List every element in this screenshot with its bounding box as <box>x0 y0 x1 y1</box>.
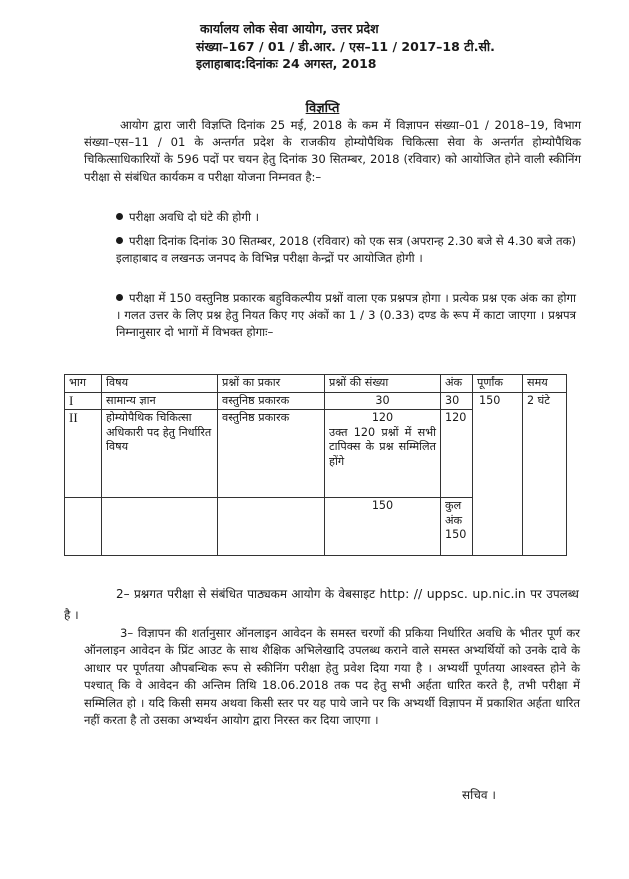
table-row <box>65 392 567 410</box>
exam-scheme-table <box>64 374 567 556</box>
cell-empty <box>65 498 102 556</box>
reference-number: संख्या–167 / 01 / डी.आर. / एस–11 / 2017–18 टी.सी. <box>196 38 495 54</box>
cell-count-group <box>325 410 441 498</box>
bullet-item <box>116 290 576 342</box>
header-subject: विषय <box>102 375 218 393</box>
cell-marks: कुल अंक 150 <box>441 498 473 556</box>
table-header-row <box>65 375 567 393</box>
notice-title-wrap <box>0 98 629 116</box>
website-link[interactable]: http: // uppsc. up.nic.in <box>379 586 526 601</box>
cell-subject: होम्योपैथिक चिकित्सा अधिकारी पद हेतु निर्धारित विषय <box>102 410 218 498</box>
bullet-item <box>116 209 576 226</box>
header-part: भाग <box>65 375 102 393</box>
cell-part: I <box>65 392 102 410</box>
cell-count: 120 <box>371 411 394 424</box>
office-name: कार्यालय लोक सेवा आयोग, उत्तर प्रदेश <box>200 21 379 36</box>
cell-count: 150 <box>325 498 441 556</box>
cell-subject: सामान्य ज्ञान <box>102 392 218 410</box>
bullet-text: परीक्षा में 150 वस्तुनिष्ठ प्रकारक बहुविकल्पीय प्रश्नों वाला एक प्रश्नपत्र होगा । प्रत्येक प्रश्न एक अंक का होगा । गलत उत्तर के लिए प्रश्न हेतु नियत किए गए अंकों का 1 / 3 (0.33) दण्ड के रूप में काटा जाएगा । प्रश्नपत्र निम्नानुसार दो भागों में विभक्त होगाः– <box>116 291 576 340</box>
cell-empty <box>218 498 325 556</box>
bullet-item <box>116 233 576 267</box>
header-total: पूर्णांक <box>473 375 523 393</box>
header-type: प्रश्नों का प्रकार <box>218 375 325 393</box>
admission-paragraph: 3– विज्ञापन की शर्तानुसार ऑनलाइन आवेदन के समस्त चरणों की प्रकिया निर्धारित अवधि के भीतर पूर्ण कर ऑनलाइन आवेदन के प्रिंट आउट के साथ शैक्षिक अभिलेखादि उपलब्ध कराने वाले समस्त अभ्यर्थियों को उनके दावे के आधार पर पूर्णतया औपबन्धिक रूप से स्कीनिंग परीक्षा हेतु प्रवेश दिया गया है । अभ्यर्थी पूर्णतया आश्वस्त होने के पश्चात् कि वे आवेदन की अन्तिम तिथि 18.06.2018 तक पद हेतु सभी अर्हता धारित करते है, तभी परीक्षा में सम्मिलित हो । यदि किसी समय अथवा किसी स्तर पर यह पाये जाने पर कि अभ्यर्थी विज्ञापन में प्रकाशित अर्हता धारित नहीं करता है तो उसका अभ्यर्थन आयोग द्वारा निरस्त कर दिया जाएगा । <box>84 626 580 728</box>
bullet-icon <box>116 294 123 301</box>
bullet-icon <box>116 237 123 244</box>
syllabus-paragraph <box>64 583 579 626</box>
place-date: इलाहाबाद:दिनांकः 24 अगस्त, 2018 <box>196 56 377 71</box>
bullet-text: परीक्षा दिनांक दिनांक 30 सितम्बर, 2018 (रविवार) को एक सत्र (अपरान्ह 2.30 बजे से 4.30 बजे तक) इलाहाबाद व लखनऊ जनपद के विभिन्न परीक्षा केन्द्रों पर आयोजित होगी । <box>116 234 576 266</box>
bullet-icon <box>116 213 123 220</box>
cell-time: 2 घंटे <box>523 392 567 556</box>
cell-count: 30 <box>325 392 441 410</box>
intro-paragraph: आयोग द्वारा जारी विज्ञप्ति दिनांक 25 मई, 2018 के कम में विज्ञापन संख्या–01 / 2018–19, विभाग संख्या–एस–11 / 01 के अन्तर्गत प्रदेश के राजकीय होम्योपैथिक चिकित्सा सेवा के अन्तर्गत होम्योपैथिक चिकित्साधिकारियों के 596 पदों पर चयन हेतु दिनांक 30 सितम्बर, 2018 (रविवार) को आयोजित होने वाली स्कीनिंग परीक्षा से संबंधित कार्यकम व परीक्षा योजना निम्नवत है:– <box>84 118 581 184</box>
cell-type: वस्तुनिष्ठ प्रकारक <box>218 392 325 410</box>
syllabus-tail: पर उपलब्ध है । <box>64 587 579 622</box>
cell-marks: 120 <box>441 410 473 498</box>
signature: सचिव । <box>462 788 496 802</box>
header-count: प्रश्नों की संख्या <box>325 375 441 393</box>
cell-type: वस्तुनिष्ठ प्रकारक <box>218 410 325 498</box>
cell-marks: 30 <box>441 392 473 410</box>
cell-total: 150 <box>473 392 523 556</box>
cell-empty <box>102 498 218 556</box>
cell-part: II <box>65 410 102 498</box>
cell-count-note: उक्त 120 प्रश्नों में सभी टापिक्स के प्रश्न सम्मिलित होंगे <box>329 425 436 468</box>
header-time: समय <box>523 375 567 393</box>
letter-header <box>196 20 536 73</box>
syllabus-text: 2– प्रश्नगत परीक्षा से संबंधित पाठ्यकम आयोग के वेबसाइट <box>116 587 376 601</box>
notice-title: विज्ञप्ति <box>305 101 340 116</box>
header-marks: अंक <box>441 375 473 393</box>
bullet-text: परीक्षा अवधि दो घंटे की होगी । <box>129 210 260 224</box>
